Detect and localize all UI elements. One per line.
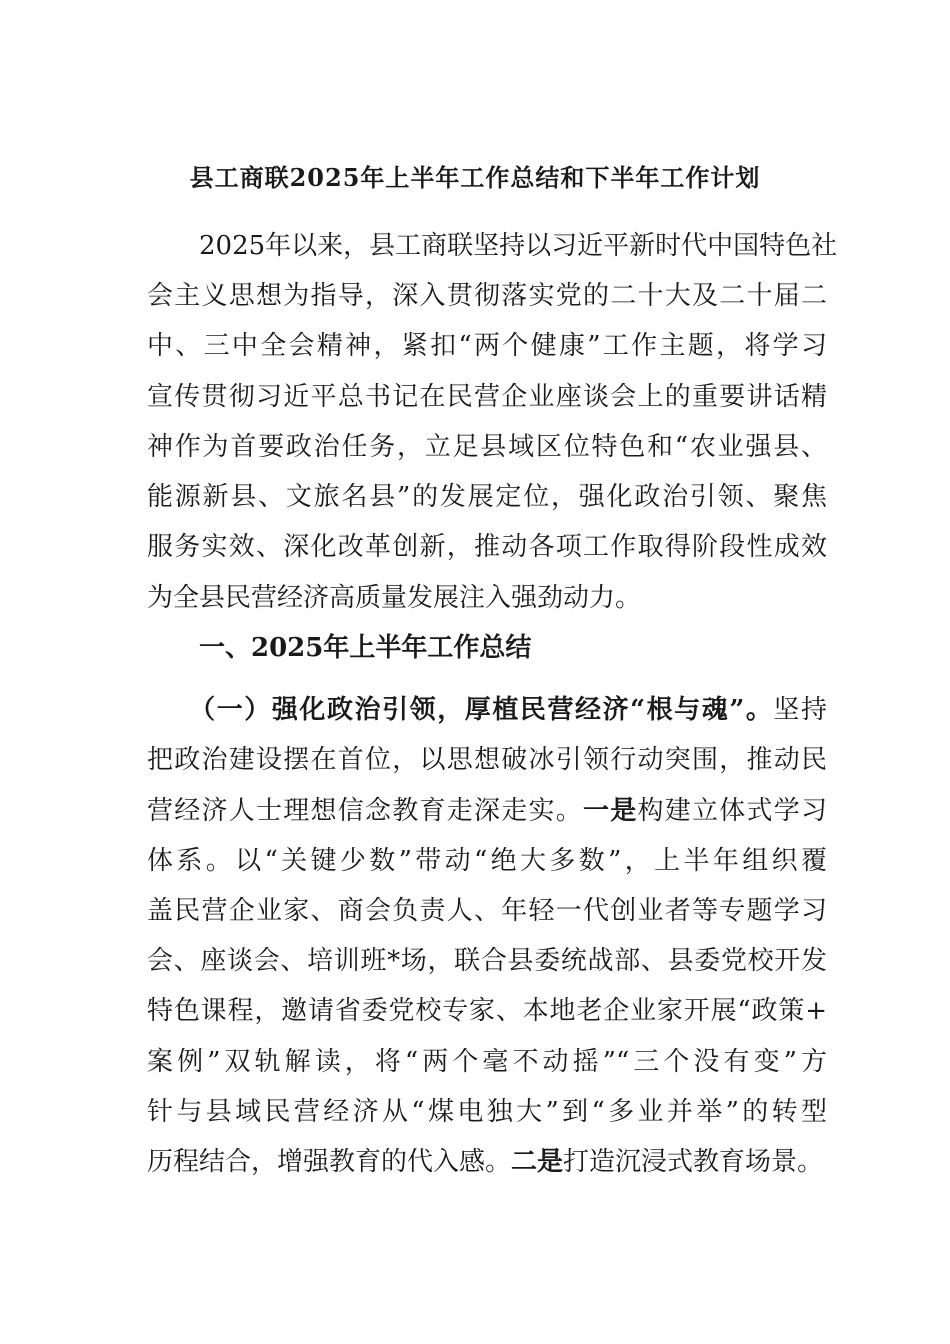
subsection-1-line-6: 会、座谈会、培训班*场，联合县委统战部、县委党校开发 bbox=[147, 946, 827, 976]
intro-line-3: 中、三中全会精神，紧扣“两个健康”工作主题，将学习 bbox=[147, 331, 827, 361]
intro-line-6: 能源新县、文旅名县”的发展定位，强化政治引领、聚焦 bbox=[147, 482, 827, 512]
point-one-label: 一是 bbox=[582, 796, 638, 826]
subsection-1-line-10 bbox=[147, 1142, 827, 1182]
intro-line-1: 2025年以来，县工商联坚持以习近平新时代中国特色社 bbox=[147, 231, 838, 261]
intro-line-5: 神作为首要政治任务，立足县域区位特色和“农业强县、 bbox=[147, 432, 827, 462]
subsection-1-line-10-post: 打造沉浸式教育场景。 bbox=[563, 1147, 824, 1177]
intro-line-4: 宣传贯彻习近平总书记在民营企业座谈会上的重要讲话精 bbox=[147, 382, 827, 412]
subsection-1-line-5: 盖民营企业家、商会负责人、年轻一代创业者等专题学习 bbox=[147, 896, 827, 926]
subsection-1-line-9: 针与县域民营经济从“煤电独大”到“多业并举”的转型 bbox=[147, 1097, 827, 1127]
subsection-1-line-2: 把政治建设摆在首位，以思想破冰引领行动突围，推动民 bbox=[147, 745, 827, 775]
subsection-1-heading: （一）强化政治引领，厚植民营经济“根与魂”。 bbox=[147, 695, 774, 725]
section-heading-1: 一、2025年上半年工作总结 bbox=[147, 633, 532, 663]
subsection-1-line-1-rest: 坚持 bbox=[773, 695, 827, 725]
subsection-1-line-4: 体系。以“关键少数”带动“绝大多数”，上半年组织覆 bbox=[147, 846, 827, 876]
intro-line-7: 服务实效、深化改革创新，推动各项工作取得阶段性成效 bbox=[147, 532, 827, 562]
document-title: 县工商联2025年上半年工作总结和下半年工作计划 bbox=[189, 163, 761, 192]
intro-line-8: 为全县民营经济高质量发展注入强劲动力。 bbox=[147, 583, 642, 613]
subsection-1-line-7: 特色课程，邀请省委党校专家、本地老企业家开展“政策+ bbox=[147, 996, 827, 1026]
subsection-1-line-3-post: 构建立体式学习 bbox=[637, 796, 827, 826]
subsection-1-line-3 bbox=[147, 791, 827, 831]
point-two-label: 二是 bbox=[511, 1147, 564, 1177]
subsection-1-line-10-pre: 历程结合，增强教育的代入感。 bbox=[147, 1147, 512, 1177]
subsection-1-line-3-pre: 营经济人士理想信念教育走深走实。 bbox=[147, 796, 583, 826]
subsection-1-line-8: 案例”双轨解读，将“两个毫不动摇”“三个没有变”方 bbox=[147, 1047, 827, 1077]
subsection-1-line-1 bbox=[147, 690, 827, 730]
intro-line-2: 会主义思想为指导，深入贯彻落实党的二十大及二十届二 bbox=[147, 281, 827, 311]
